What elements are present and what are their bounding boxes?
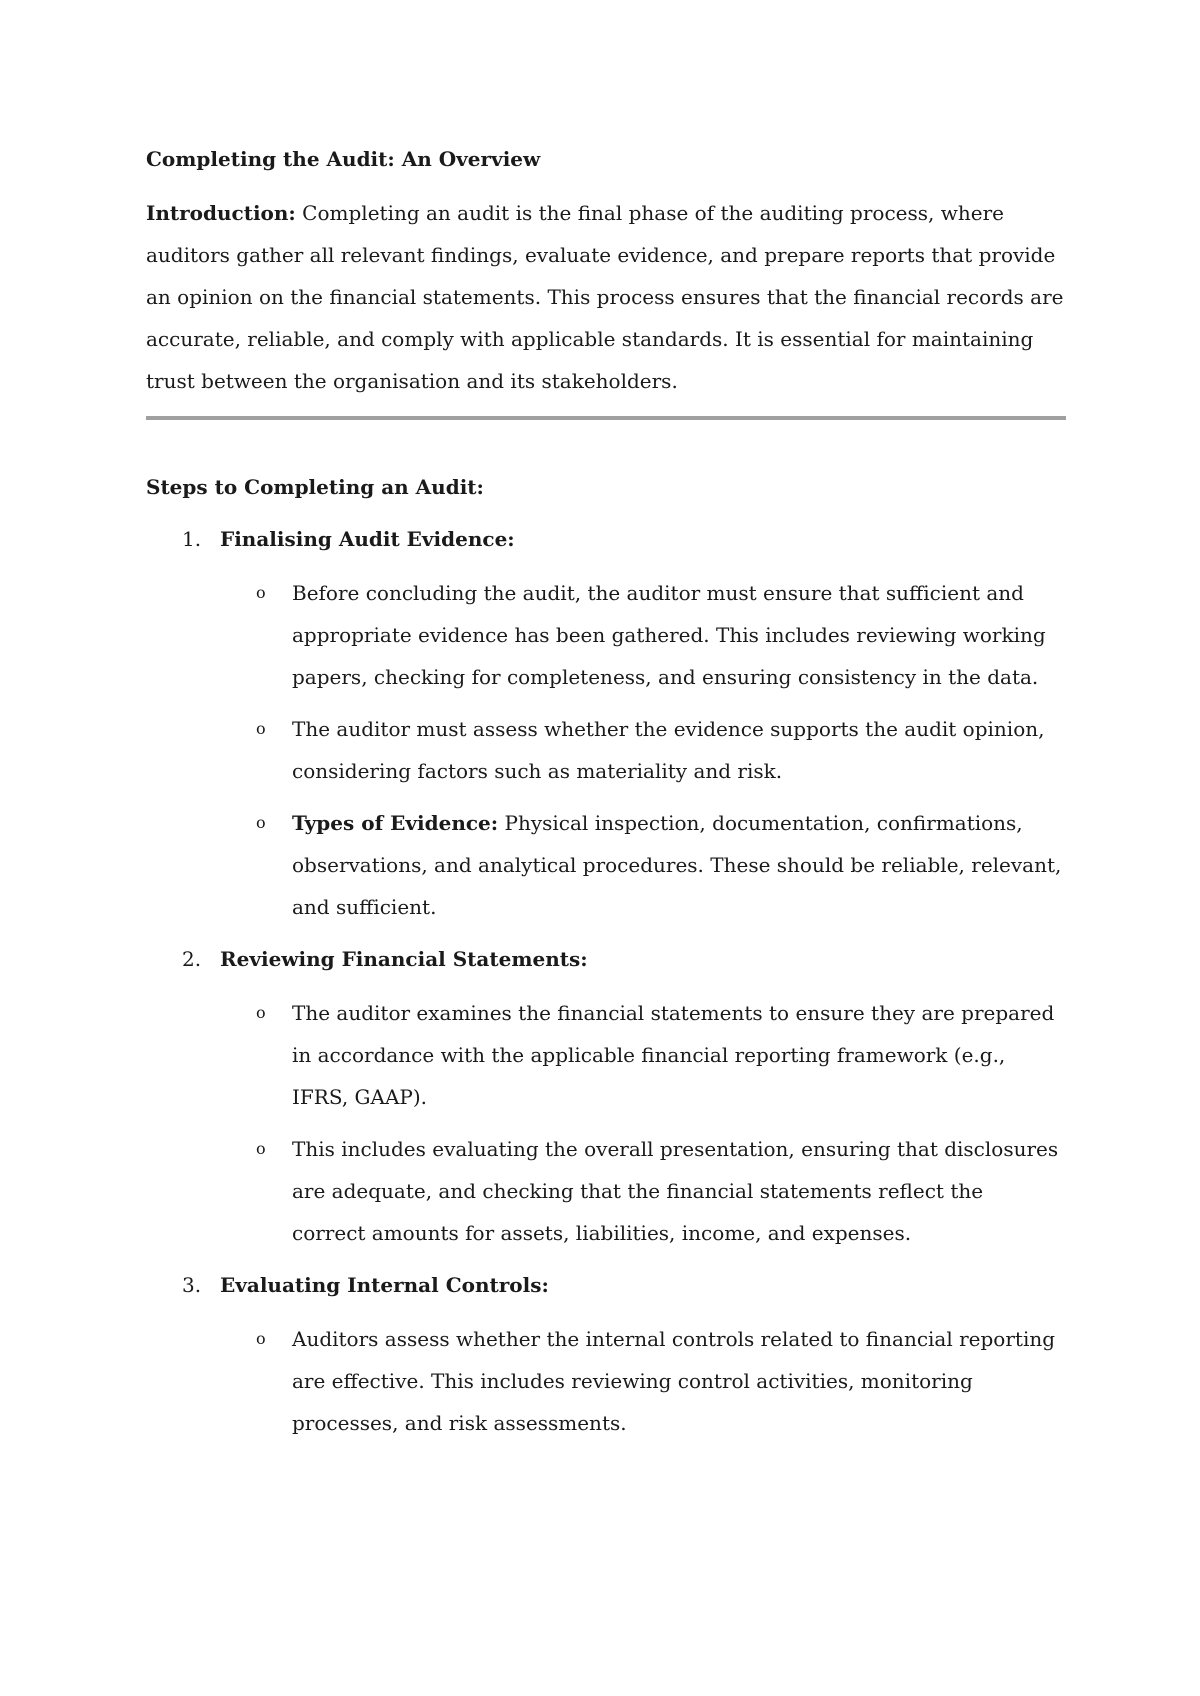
bullet-body: Auditors assess whether the internal controls related to financial reporting are effective. This includes reviewing control activities, monitoring processes, and risk assessments. xyxy=(292,1327,1056,1435)
bullet-item xyxy=(146,708,1066,792)
bullet-item xyxy=(146,992,1066,1118)
step-label: Finalising Audit Evidence: xyxy=(220,527,515,551)
section-divider xyxy=(146,416,1066,420)
step-item xyxy=(146,518,1066,928)
step-label: Evaluating Internal Controls: xyxy=(220,1273,549,1297)
step-number: 3. xyxy=(182,1273,202,1297)
bullet-body: This includes evaluating the overall presentation, ensuring that disclosures are adequate, and checking that the financial statements reflect the correct amounts for assets, liabilities, income, and expenses. xyxy=(292,1137,1059,1245)
bullet-bold-label: Types of Evidence: xyxy=(292,811,499,835)
document-title: Completing the Audit: An Overview xyxy=(146,147,541,171)
bullet-marker: o xyxy=(256,813,266,832)
intro-paragraph xyxy=(146,192,1066,402)
step-bullets xyxy=(146,992,1066,1254)
bullet-item xyxy=(146,572,1066,698)
steps-list xyxy=(146,518,1066,1444)
bullet-text xyxy=(292,1318,1062,1444)
bullet-marker: o xyxy=(256,1329,266,1348)
bullet-item xyxy=(146,1128,1066,1254)
bullet-text xyxy=(292,1128,1062,1254)
bullet-text xyxy=(292,572,1062,698)
bullet-body: Physical inspection, documentation, confirmations, observations, and analytical procedures. These should be reliable, relevant, and sufficient. xyxy=(292,811,1062,919)
step-number: 1. xyxy=(182,527,202,551)
intro-label: Introduction: xyxy=(146,201,296,225)
bullet-body: Before concluding the audit, the auditor must ensure that sufficient and appropriate evidence has been gathered. This includes reviewing working papers, checking for completeness, and ensuring consistency in the data. xyxy=(292,581,1046,689)
step-heading xyxy=(146,1264,1066,1306)
bullet-body: The auditor examines the financial statements to ensure they are prepared in accordance with the applicable financial reporting framework (e.g., IFRS, GAAP). xyxy=(292,1001,1055,1109)
bullet-item xyxy=(146,802,1066,928)
step-label: Reviewing Financial Statements: xyxy=(220,947,588,971)
bullet-text xyxy=(292,802,1062,928)
intro-text: Completing an audit is the final phase of the auditing process, where auditors gather all relevant findings, evaluate evidence, and prepare reports that provide an opinion on the financial statements. This process ensures that the financial records are accurate, reliable, and comply with applicable standards. It is essential for maintaining trust between the organisation and its stakeholders. xyxy=(146,201,1064,393)
bullet-item xyxy=(146,1318,1066,1444)
step-heading xyxy=(146,938,1066,980)
step-item xyxy=(146,938,1066,1254)
step-number: 2. xyxy=(182,947,202,971)
bullet-marker: o xyxy=(256,583,266,602)
step-item xyxy=(146,1264,1066,1444)
step-heading xyxy=(146,518,1066,560)
step-bullets xyxy=(146,1318,1066,1444)
steps-heading: Steps to Completing an Audit: xyxy=(146,475,484,499)
bullet-marker: o xyxy=(256,1139,266,1158)
bullet-marker: o xyxy=(256,719,266,738)
bullet-marker: o xyxy=(256,1003,266,1022)
bullet-text xyxy=(292,708,1062,792)
step-bullets xyxy=(146,572,1066,928)
bullet-text xyxy=(292,992,1062,1118)
bullet-body: The auditor must assess whether the evidence supports the audit opinion, considering factors such as materiality and risk. xyxy=(292,717,1045,783)
document-page xyxy=(146,138,1066,1454)
